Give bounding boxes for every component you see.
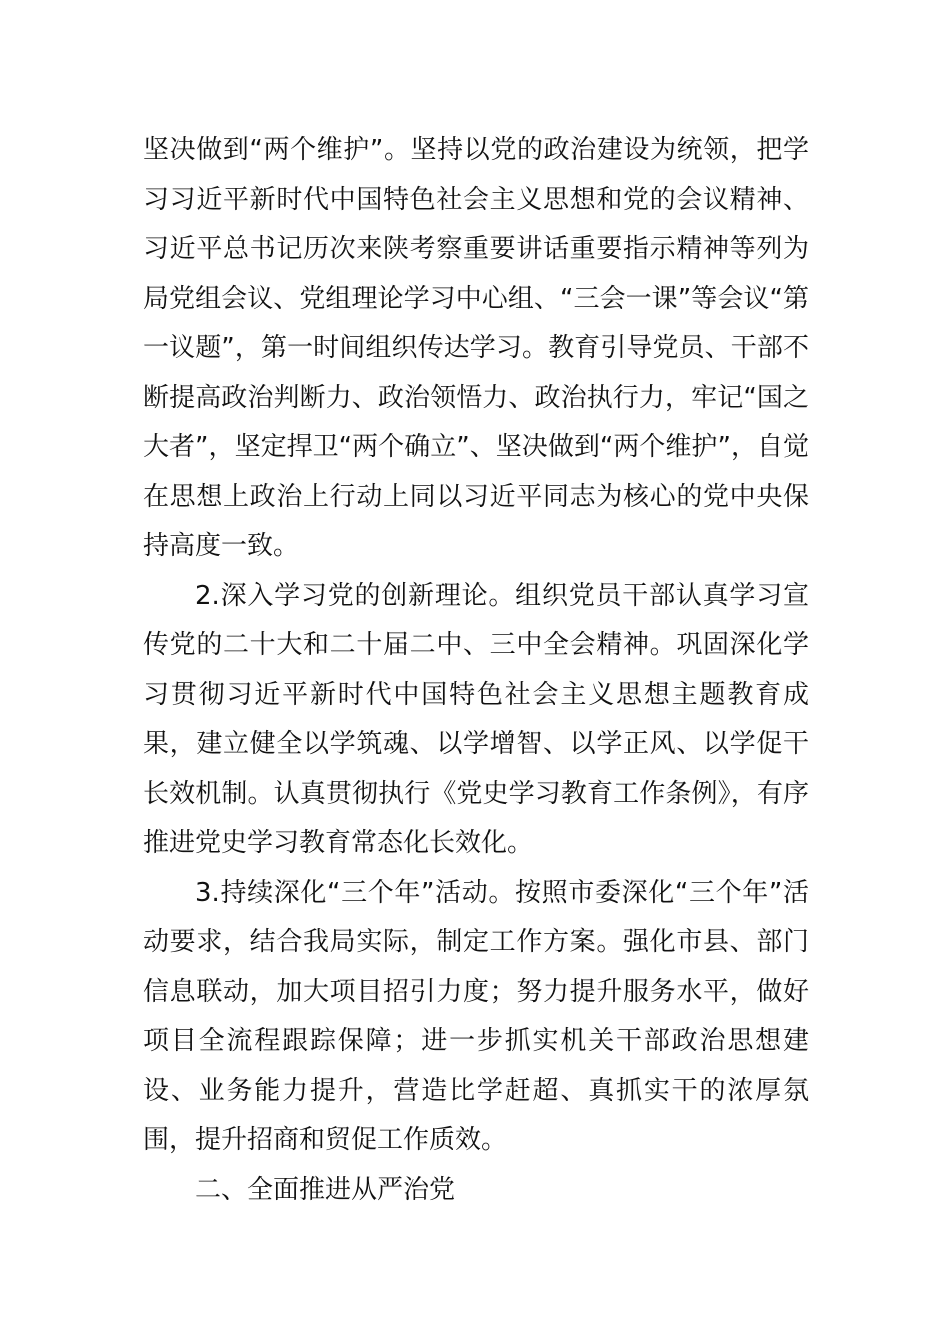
paragraph-item-2: 2.深入学习党的创新理论。组织党员干部认真学习宣传党的二十大和二十届二中、三中全会精神。巩固深化学习贯彻习近平新时代中国特色社会主义思想主题教育成果，建立健全以学筑魂、以学增智、以学正风、以学促干长效机制。认真贯彻执行《党史学习教育工作条例》，有序推进党史学习教育常态化长效化。 [143,580,809,858]
document-body [143,126,809,1215]
paragraph-continuation: 坚决做到“两个维护”。坚持以党的政治建设为统领，把学习习近平新时代中国特色社会主义思想和党的会议精神、习近平总书记历次来陕考察重要讲话重要指示精神等列为局党组会议、党组理论学习中心组、“三会一课”等会议“第一议题”，第一时间组织传达学习。教育引导党员、干部不断提高政治判断力、政治领悟力、政治执行力，牢记“国之大者”，坚定捍卫“两个确立”、坚决做到“两个维护”，自觉在思想上政治上行动上同以习近平同志为核心的党中央保持高度一致。 [143,135,809,561]
section-heading: 二、全面推进从严治党 [195,1174,456,1205]
paragraph-item-3: 3.持续深化“三个年”活动。按照市委深化“三个年”活动要求，结合我局实际，制定工作方案。强化市县、部门信息联动，加大项目招引力度；努力提升服务水平，做好项目全流程跟踪保障；进一步抓实机关干部政治思想建设、业务能力提升，营造比学赶超、真抓实干的浓厚氛围，提升招商和贸促工作质效。 [143,877,809,1155]
